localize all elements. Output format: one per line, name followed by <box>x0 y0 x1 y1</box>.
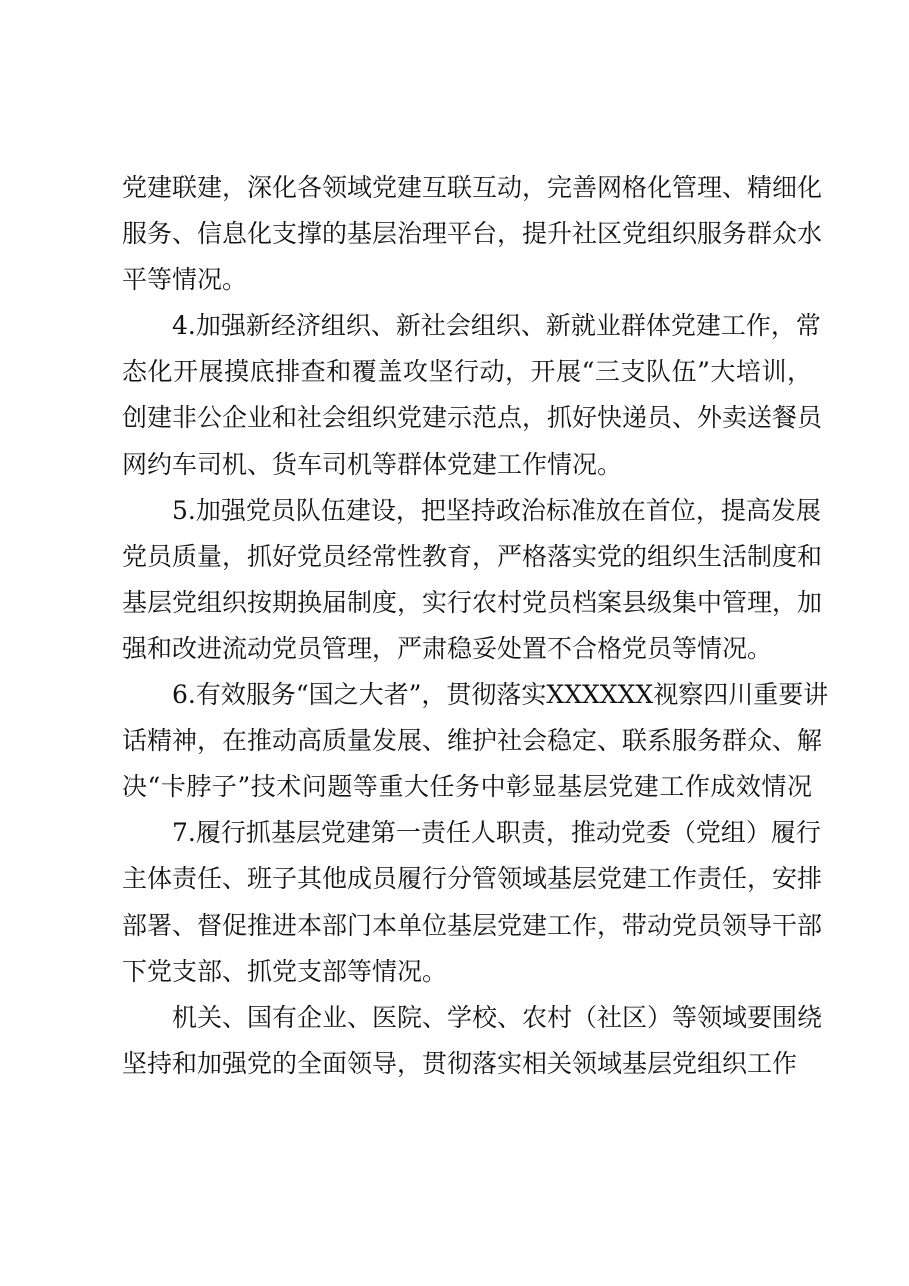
document-body <box>122 165 829 1087</box>
text-line: 下党支部、抓党支部等情况。 <box>122 956 448 986</box>
text-line: 创建非公企业和社会组织党建示范点，抓好快递员、外卖送餐员 <box>122 403 823 433</box>
text-line: 强和改进流动党员管理，严肃稳妥处置不合格党员等情况。 <box>122 633 773 663</box>
text-line: 网约车司机、货车司机等群体党建工作情况。 <box>122 449 623 479</box>
text-line: 话精神，在推动高质量发展、维护社会稳定、联系服务群众、解 <box>122 726 823 756</box>
text-line: 7.履行抓基层党建第一责任人职责，推动党委（党组）履行 <box>172 818 821 848</box>
text-line: 党员质量，抓好党员经常性教育，严格落实党的组织生活制度和 <box>122 541 823 571</box>
text-line: 坚持和加强党的全面领导，贯彻落实相关领域基层党组织工作 <box>122 1048 798 1078</box>
text-line: 平等情况。 <box>122 265 248 295</box>
text-line: 基层党组织按期换届制度，实行农村党员档案县级集中管理，加 <box>122 587 823 617</box>
text-line: 服务、信息化支撑的基层治理平台，提升社区党组织服务群众水 <box>122 219 823 249</box>
text-line: 主体责任、班子其他成员履行分管领域基层党建工作责任，安排 <box>122 864 823 894</box>
text-line: 决“卡脖子”技术问题等重大任务中彰显基层党建工作成效情况 <box>122 772 812 802</box>
text-line: 党建联建，深化各领域党建互联互动，完善网格化管理、精细化 <box>122 173 823 202</box>
text-line: 态化开展摸底排查和覆盖攻坚行动，开展“三支队伍”大培训， <box>122 357 812 387</box>
text-line: 5.加强党员队伍建设，把坚持政治标准放在首位，提高发展 <box>172 495 821 525</box>
text-line: 部署、督促推进本部门本单位基层党建工作，带动党员领导干部 <box>122 910 823 940</box>
text-line: 机关、国有企业、医院、学校、农村（社区）等领域要围绕 <box>172 1002 823 1032</box>
text-line: 6.有效服务“国之大者”，贯彻落实XXXXXX视察四川重要讲 <box>172 680 829 710</box>
text-line: 4.加强新经济组织、新社会组织、新就业群体党建工作，常 <box>172 311 821 341</box>
